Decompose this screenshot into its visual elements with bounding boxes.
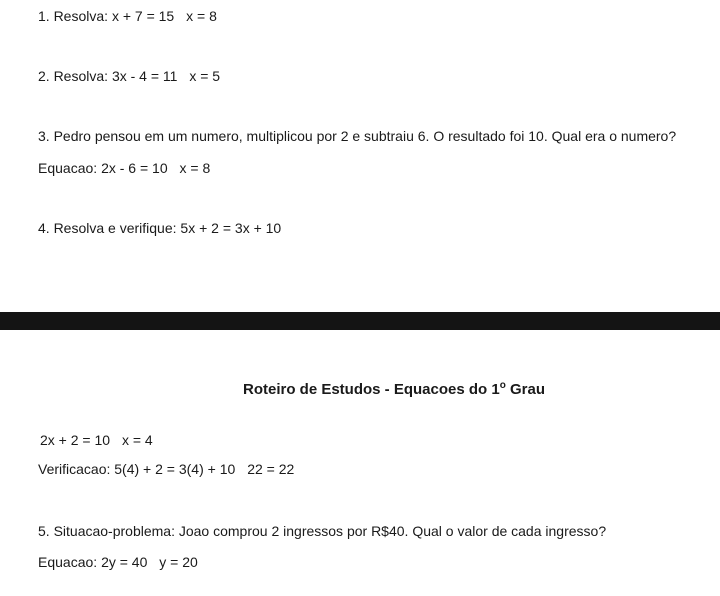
q2-equation: 3x - 4 = 11 (111, 68, 178, 84)
q4-solution-line (40, 431, 153, 449)
q3-answer: x = 8 (179, 160, 211, 176)
verification-line (38, 460, 294, 478)
q4-equation: 5x + 2 = 3x + 10 (180, 220, 282, 236)
q3-equation: 2x - 6 = 10 (101, 160, 168, 176)
verification-result: 22 = 22 (247, 461, 295, 477)
q5-equation-line (38, 553, 198, 571)
q2-label: 2. Resolva: (38, 68, 109, 84)
q4-solution-equation: 2x + 2 = 10 (40, 432, 111, 448)
q5-answer: y = 20 (159, 554, 198, 570)
q5-eq-label: Equacao: (38, 554, 98, 570)
q4-solution-answer: x = 4 (121, 432, 153, 448)
q3-question: 3. Pedro pensou em um numero, multiplicou por 2 e subtraiu 6. O resultado foi 10. Qual era o numero? (38, 128, 677, 144)
page-title (0, 377, 720, 399)
q1-answer: x = 8 (186, 8, 217, 24)
q1-label: 1. Resolva: (38, 8, 109, 24)
q5-equation: 2y = 40 (101, 554, 148, 570)
q2-line (38, 67, 220, 85)
q1-equation: x + 7 = 15 (111, 8, 175, 24)
page-divider (0, 312, 720, 330)
title-end: Grau (505, 381, 545, 398)
verification-equation: 5(4) + 2 = 3(4) + 10 (114, 461, 236, 477)
q4-line (38, 219, 281, 237)
q4-label: 4. Resolva e verifique: (38, 220, 177, 236)
q2-answer: x = 5 (189, 68, 221, 84)
q5-question: 5. Situacao-problema: Joao comprou 2 ingressos por R$40. Qual o valor de cada ingresso? (38, 523, 607, 539)
title-degree: o (499, 380, 506, 391)
verification-label: Verificacao: (38, 461, 111, 477)
q1-line (38, 7, 217, 25)
q3-eq-label: Equacao: (38, 160, 98, 176)
q3-equation-line (38, 159, 210, 177)
title-text: Roteiro de Estudos - Equacoes do 1 (242, 381, 500, 398)
